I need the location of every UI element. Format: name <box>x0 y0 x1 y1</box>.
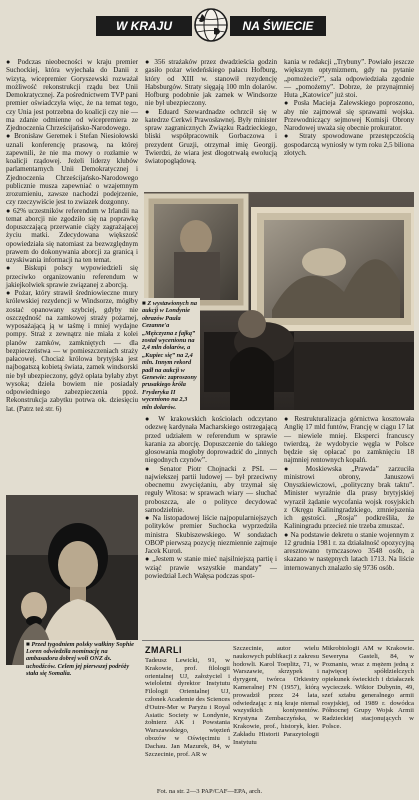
news-item: ● Na podstawie dekretu o stanie wojennym z 12 grudnia 1981 r. za działalność opozycyjną aresztowano tymczasowo 3548 osób, a skazano w następnych latach 1713. Na liście internowanych znalazło się 9736 osób. <box>284 530 414 572</box>
news-item: ● W krakowskich kościołach odczytano odezwę kardynała Macharskiego ostrzegającą przed udziałem w referendum w sprawie karania za aborcję. Dopuszczenie do takiego głosowania mogłoby doprowadzić do „innych niegodnych czynów”. <box>145 415 277 465</box>
news-item: ● 62% uczestników referendum w Irlandii na temat aborcji nie zgodziło się na poprawkę dopuszczającą przerwanie ciąży zagrażającej życiu matki. Zdecydowana większość opowiedziała się natomiast za bezwzględnym prawem do dokonywania aborcji za granicą i uzyskiwania informacji na ten temat. <box>6 206 138 264</box>
news-item: ● Senator Piotr Chojnacki z PSL — najwiekszej partii ludowej — był przeciwny obecnemu zwyciężaniu, aby trzymał się reguły Witosa: w sprawach wiary — słuchać proboszcza, ale o polityce decydować samodzielnie. <box>145 464 277 514</box>
section-header <box>96 8 326 42</box>
news-item: ● Restrukturalizacja górnictwa kosztowała Anglię 17 mld funtów, Francję w ciągu 17 lat — niewiele mniej. Eksperci francuscy twierdzą, że wydobycie węgla w Polsce będzie się opłacać po zamknięciu 18 najmniej rentownych kopalń. <box>284 415 414 465</box>
news-item: ● Moskiewska „Prawda” zarzuciła ministrowi obrony, Januszowi Onyszkiewiczowi, „polityczny brak taktu”. Minister wyraźnie dla prasy brytyjskiej wyraził żądanie wycofania wojsk rosyjskich z Okręgu Kaliningradzkiego, zmniejszenia ich gęstości. „Rosja” podkreśliła, że Kaliningradu przecież nie trzeba zmuszać. <box>284 464 414 531</box>
auction-photo-caption: ■ Z wystawionych na aukcji w Londynie obrazów Paula Cezanne'a „Mężczyzna z fajką” został wycenionu na 2,4 mln dolarów, a „Kupiec się” na 2,4 mln. Innym rekord padł na aukcji w Genewie: zaproszony prusakiego króla Fryderyka II wyceniono na 2,3 mln dolarów. <box>142 298 200 413</box>
news-item: ● 356 strażaków przez dwadzieścia godzin gasiło pożar wiedeńskiego pałacu Hofburg, który od XIII w. stanowił rezydencję Habsburgów. Straty sięgają 100 mln dolarów. Hofburg podobnie jak zamek w Windsorze nie był ubezpieczony. <box>145 58 277 108</box>
news-item: ● Eduard Szewardnadze ochrzcił się w katedrze Cerkwi Prawosławnej. Były minister spraw zagranicznych Związku Radzieckiego, bliski współpracownik Gorbaczowa i prezydent Gruzji, otrzymał imię Georgij. Twierdzi, że wiara jest dłogotrwałą ewolucją światopoglądową. <box>145 107 277 165</box>
news-item: ● Pożar, który strawił średniowieczne mury królewskiej rezydencji w Windsorze, mógłby zostać opanowany szybciej, gdyby nie oszczędność na zamkowej straży pożarnej, wyposażającą ją w taśmę i mniej wydajne pompy. Straż z zewnątrz nie miała z kolei planów zamków, zamkniętych — dla bezpieczeństwa — w pomieszczeniach straży pałacowej. Chociaż królowa brytyjska jest najbogatszą kobietą świata, zamek windsorski nie był ubezpieczony, gdyż opłata byłaby zbyt wysoka; dzieła bowiem nie posiadały odpowiedniego zabezpieczenia ppoż. Rekonstrukcja zabytku potrwa ok. dziesięciu lat. (Patrz też str. 6) <box>6 289 138 413</box>
news-item: ● Podczas nieobecności w kraju premier Suchockiej, która wyjechała do Danii z wizytą, wicepremier Goryszewski rozważał możliwość rekonstrukcji rządu bez Unii Demokratycznej. Za pośrednictwem TVP pani premier oświadczyła więc, że na temat tego, czy Unia jest potrzebna do koalicji czy nie — ma zdanie odmienne od wicepremiera ze Zjednoczenia Chrześcijańsko-Narodowego. <box>6 58 138 132</box>
obituaries-title: ZMARLI <box>145 645 182 655</box>
obituaries-column-3: Mikrobiologii AM w Krakowie. Seweryna Gasteli, 84, w Poznaniu, wraz z mężem jedną z najwięcej spółdzielczych opiekunek świeckich i działaczek wycieczek. Wiktor Dubynin, 49, szef sztabu generalnego armii rosyjskiej, od 1989 r. dowódca Północnej Grupy Wojsk Armii Radzieckiej stacjonujących w Polsce. <box>322 645 414 730</box>
news-item: ● „Jestem w stanie mieć najsilniejszą partię i wziąć prawie wszystkie mandaty” — powiedział Lech Wałęsa podczas spot- <box>145 555 277 580</box>
news-item: kania w redakcji „Trybuny”. Powiało jeszcze większym optymizmem, gdy na pytanie „pomożecie?”, sala odpowiedziała zgodnie — „pomożemy”. Dobrze, że przynajmniej Huta „Katowice” już stoi. <box>284 58 414 99</box>
column-left <box>6 58 138 413</box>
obituaries-column-1: Tadeusz Lewicki, 91, w Krakowie, prof. filologii orientalnej UJ, założyciel i wieloletni dyrektor Instytutu Filologii Orientalnej UJ, członek Academie des Sciences d'Outre-Mer w Paryżu i Royal Asiatic Society w Londynie, żołnierz AK i Powstania Warszawskiego, więzień obozów w Oświęcimiu i Dachau. Jan Mazurek, 84, w Szczecinie, prof. AR w <box>145 657 230 758</box>
news-item: ● Biskupi polscy wypowiedzieli się przeciwko organizowaniu referendum w jakiejkolwiek sprawie związanej z aborcją. <box>6 264 138 289</box>
photo-credits: Fot. na str. 2—3 PAP/CAF—EPA, arch. <box>156 788 263 795</box>
news-item: ● Na listopadowej liście najpopularniejszych polityków premier Suchocka wyprzedziła ministra Skubiszewskiego. W sondażach OBOP pierwszą pozycję niezmiennie zajmuje Jacek Kuroń. <box>145 514 277 555</box>
header-right-label: NA ŚWIECIE <box>230 16 326 36</box>
news-item: ● Straty spowodowane przestępczością gospodarczą wyniosły w tym roku 2,5 biliona złotych. <box>284 132 414 157</box>
obituaries-column-2: Szczecinie, autor wielu naukowych publikacji z zakresu hodowli. Karol Toeplitz, 71, w Warszawie, skrzypek i dyrygent, twórca Orkiestry Kameralnej FN (1957), którą prowadził przez 24 lata, odwiedzając z nią kraje niemal wszystkich kontynentów. Krystyna Zembaczyńska, w Krakowie, prof., historyk, kier. Zakładu Historii Parazytologii Instytutu <box>233 645 319 746</box>
sophia-loren-caption: ■ Przed tygodniem polsky wałkiny Sophie Loren odwiedziła nominację na ambasadora dobrej woli ONZ ds. uchodźców. Celem jej pierwszej podróży stała się Somalia. <box>24 640 138 678</box>
header-left-label: W KRAJU <box>96 16 192 36</box>
column-middle-bottom <box>145 415 277 580</box>
column-middle-top <box>145 58 277 165</box>
globe-icon <box>192 8 230 42</box>
news-item: ● Posła Macieja Zalewskiego poproszono, aby nie zajmował się sprawami wojska. Przewodniczący sejmowej Komisji Obrony Narodowej uważa się obecnie prokurator. <box>284 99 414 132</box>
column-right-top <box>284 58 414 157</box>
news-item: ● Bronisław Geremek i Stefan Niesiołowski uznali konferencję prasową, na której zapewnili, że nie ma mowy o rozłamie w koalicji rządowej. Jeżeli liderzy klubów parlamentarnych Unii Demokratycznej i Zjednoczenia Chrześcijańsko-Narodowego publicznie musza zapewniać o wzajemnym zrozumieniu, zawsze nachodzi podejrzenie, czy rzeczywiście jest to zwiazek dozgonny. <box>6 132 138 207</box>
column-right-bottom <box>284 415 414 572</box>
divider <box>142 640 414 641</box>
